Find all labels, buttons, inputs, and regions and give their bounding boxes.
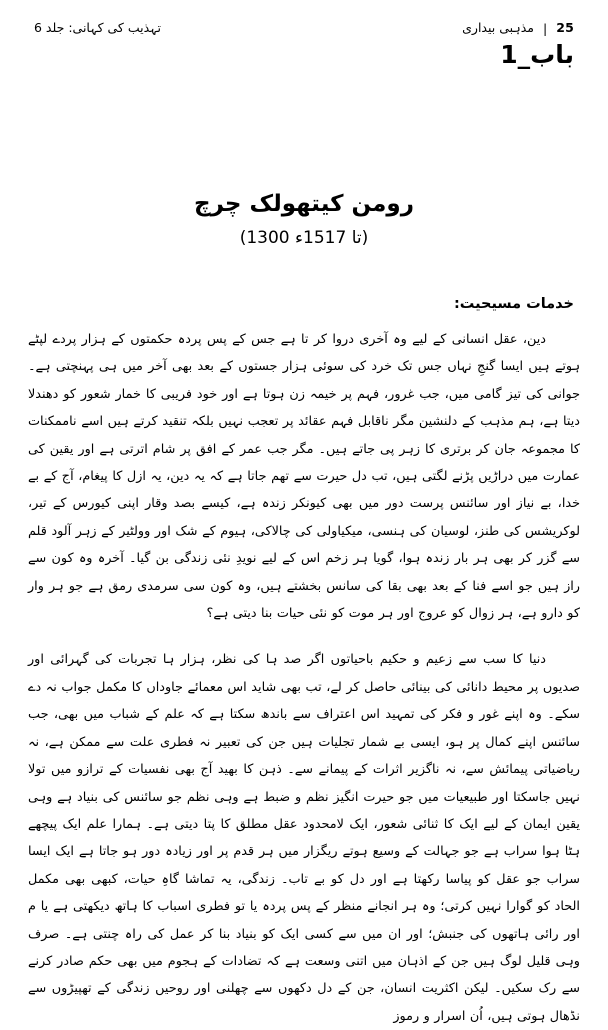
body-paragraph: دنیا کا سب سے زعیم و حکیم باحیاتوں اگر صد ہا کی نظر، ہزار ہا تجربات کی گہرائی اور صدیوں پر محیط دانائی کی بینائی حاصل کر لے، تب بھی شاید اس معمائے جاوداں کا مکمل جواب نہ دے سکے۔ وہ اپنے غور و فکر کی تمہید اس اعتراف سے باندھ سکتا ہے کہ علم کے شباب میں بھی، جب سائنس اپنے کمال پر ہو، ایسی بے شمار تجلیات ہیں جن کی تعبیر نہ فطری علت سے ممکن ہے، نہ ریاضیاتی پیمائش سے، نہ ناگزیر اثرات کے پیمانے سے۔ ذہن کا بھید آج بھی نفسیات کے ترازو میں تولا نہیں جاسکتا اور طبیعیات میں جو حیرت انگیز نظم و ضبط ہے وہی نظم جو سائنس کی بنیاد ہے وہی یقین ایمان کے لیے ایک کا ثنائی شعور، ایک لامحدود عقل مطلق کا پتا دیتی ہے۔ ہمارا علم ایک پیچھے ہٹا ہوا سراب ہے جو جہالت کے وسیع ہوتے ریگزار میں ہر قدم پر اور زیادہ دور ہو جاتا ہے ایک ایسا سراب جو عقل کو پیاسا رکھتا ہے اور دل کو بے تاب۔ زندگی، یہ تماشا گاہِ حیات، کبھی بھی مکمل الحاد کو گوارا نہیں کرتی؛ وہ ہر انجانے منظر کے پس پردہ یا تو فطری اسباب کا ہاتھ دیکھتی ہے یا م اور رائی ہاتھوں کی جنبش؛ اور ان میں سے کسی ایک کو بنیاد بنا کر عمل کی راہ چنتی ہے۔ صرف وہی قلیل لوگ ہیں جن کے اذہان میں اتنی وسعت ہے کہ تضادات کے ہجوم میں بھی حکم صادر کرنے سے رک سکیں۔ لیکن اکثریت انسان، جن کے دل دکھوں سے چھلنی اور روحیں زندگی کے تھپیڑوں سے نڈھال ہوتی ہیں، اُن اسرار و رموز bbox=[28, 652, 580, 1024]
body-paragraph: دین، عقل انسانی کے لیے وہ آخری دروا کر تا ہے جس کے پس پردہ حکمتوں کے ہزار پردے لپٹے ہوتے ہیں ایسا گنجِ نہاں جس تک خرد کی سوئی ہزار جستوں کے بعد بھی آخر میں ہی پہنچتی ہے۔ جوانی کی تیز گامی میں، جب غرور، فہم پر خیمہ زن ہوتا ہے اور خود فریبی کا خمار شعور کو دھندلا دیتا ہے، ہم مذہب کے دلنشین مگر ناقابل فہم عقائد پر تعجب نہیں بلکہ تنقید کرتے ہیں اسے ناممکنات کا مجموعہ جان کر برتری کا زہر پی جاتے ہیں۔ مگر جب عمر کے افق پر شام اترتی ہے اور یقین کی عمارت میں دراڑیں پڑنے لگتی ہیں، تب دل حیرت سے تھم جاتا ہے کہ یہ دین، یہ ازل کا پیغام، آج کے بے خدا، بے نیاز اور سائنس پرست دور میں بھی کیونکر زندہ ہے، کیسے بصد وقار اپنی کیورس کے تیر، لوکریشس کی طنز، لوسیان کی ہنسی، میکیاولی کی چالاکی، ہیوم کے شک اور وولٹیر کے زہر آلود قلم سے گزر کر بھی ہر بار زندہ ہوا، گویا ہر زخم اس کے لیے نویدِ نئی زندگی بن گیا۔ آخرہ وہ کون سے راز ہیں جو اسے فنا کے بعد بھی بقا کی سانس بخشتے ہیں، وہ کون سی سرمدی رمق ہے جو ہر وار کو دارو ہے، ہر زوال کو عروج اور ہر موت کو نئی حیات بنا دیتی ہے؟ bbox=[28, 332, 580, 622]
chapter-label: باب_1 bbox=[500, 40, 574, 69]
running-header bbox=[34, 20, 574, 36]
page-number: 25 bbox=[556, 20, 574, 35]
chapter-title: رومن کیتھولک چرچ bbox=[194, 191, 414, 217]
header-separator: | bbox=[542, 21, 548, 36]
header-series-title: تہذیب کی کہانی: جلد 6 bbox=[34, 20, 161, 35]
section-heading: خدمات مسیحیت: bbox=[453, 296, 574, 312]
chapter-title-block bbox=[0, 190, 608, 248]
header-left-group bbox=[462, 20, 574, 35]
chapter-date-range: (1300 تا 1517ء) bbox=[239, 227, 369, 248]
header-book-section: مذہبی بیداری bbox=[462, 20, 534, 35]
body-copy bbox=[28, 326, 580, 1030]
